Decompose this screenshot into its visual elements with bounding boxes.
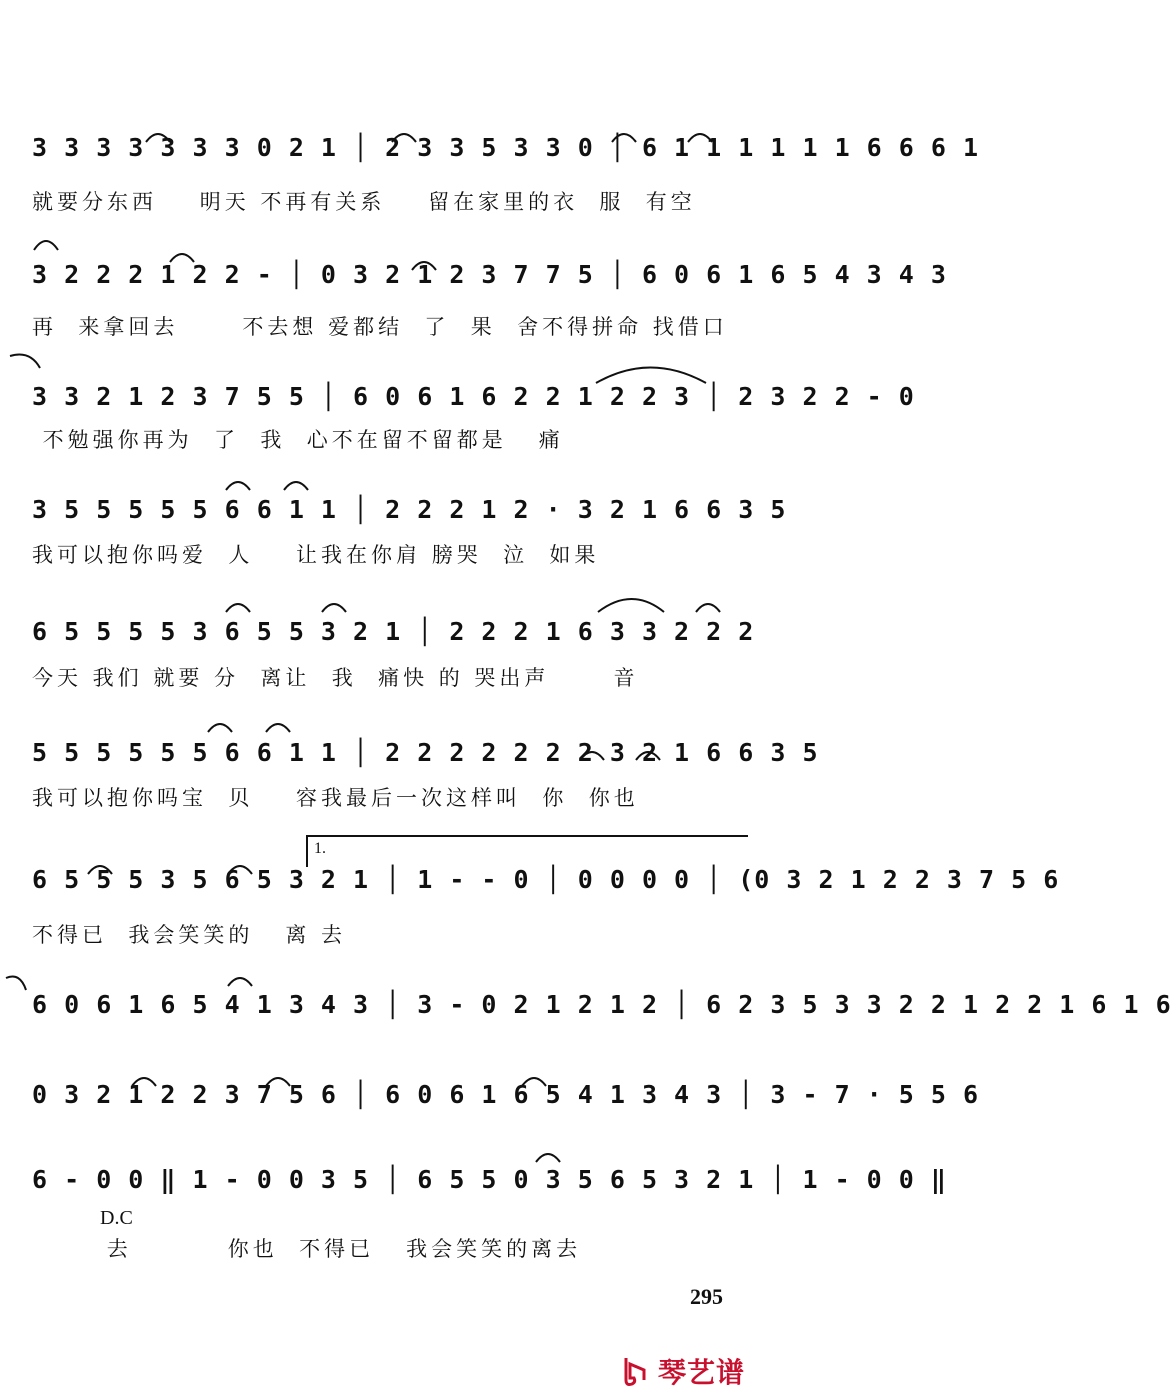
notation-line-3: 3 3 2 1 2 3 7 5 5 │ 6 0 6 1 6 2 2 1 2 2 3 │ 2 3 2 2 - 0 xyxy=(32,382,915,411)
slur xyxy=(6,977,26,991)
slur xyxy=(226,482,250,490)
slur xyxy=(522,1078,546,1086)
slur xyxy=(228,978,252,986)
dc-marking: D.C xyxy=(100,1207,133,1229)
watermark-logo xyxy=(620,1348,770,1394)
slur xyxy=(146,134,170,142)
slur xyxy=(10,355,40,369)
notation-line-10: 6 - 0 0 ‖ 1 - 0 0 3 5 │ 6 5 5 0 3 5 6 5 3 2 1 │ 1 - 0 0 ‖ xyxy=(32,1165,947,1194)
slur xyxy=(208,724,232,732)
slur xyxy=(322,604,346,612)
notation-line-2: 3 2 2 2 1 2 2 - │ 0 3 2 1 2 3 7 7 5 │ 6 0 6 1 6 5 4 3 4 3 xyxy=(32,260,947,289)
slur xyxy=(688,134,712,142)
slur xyxy=(598,599,664,612)
lyrics-line-2: 再 来拿回去 不去想 爱都结 了 果 舍不得拼命 找借口 xyxy=(32,315,728,339)
slur xyxy=(696,604,720,612)
slur xyxy=(266,1078,290,1086)
slur xyxy=(226,604,250,612)
slur xyxy=(580,752,604,760)
slur xyxy=(284,482,308,490)
slur xyxy=(228,866,252,874)
notation-line-9: 0 3 2 1 2 2 3 7 5 6 │ 6 0 6 1 6 5 4 1 3 4 3 │ 3 - 7 · 5 5 6 xyxy=(32,1080,980,1109)
slur xyxy=(392,134,416,142)
slur xyxy=(132,1078,156,1086)
lyrics-line-10: 去 你也 不得已 我会笑笑的离去 xyxy=(32,1237,582,1261)
lyrics-line-1: 就要分东西 明天 不再有关系 留在家里的衣 服 有空 xyxy=(32,190,696,214)
notation-line-5: 6 5 5 5 5 3 6 5 5 3 2 1 │ 2 2 2 1 6 3 3 2 2 2 xyxy=(32,617,755,646)
lyrics-line-6: 我可以抱你吗宝 贝 容我最后一次这样叫 你 你也 xyxy=(32,786,639,810)
first-ending-label: 1. xyxy=(314,840,326,857)
slur xyxy=(412,262,436,270)
music-note-icon xyxy=(620,1354,654,1388)
slur xyxy=(536,1154,560,1162)
slur xyxy=(596,368,706,384)
slur xyxy=(266,724,290,732)
notation-line-6: 5 5 5 5 5 5 6 6 1 1 │ 2 2 2 2 2 2 2 3 2 1 6 6 3 5 xyxy=(32,738,819,767)
lyrics-line-7: 不得已 我会笑笑的 离 去 xyxy=(32,923,347,947)
lyrics-line-4: 我可以抱你吗爱 人 让我在你肩 膀哭 泣 如果 xyxy=(32,543,600,567)
notation-line-1: 3 3 3 3 3 3 3 0 2 1 │ 2 3 3 5 3 3 0 │ 6 1 1 1 1 1 1 6 6 6 1 xyxy=(32,133,980,162)
watermark-text: 琴艺谱 xyxy=(658,1356,746,1389)
lyrics-line-5: 今天 我们 就要 分 离让 我 痛快 的 哭出声 音 xyxy=(32,666,639,690)
slur xyxy=(636,752,660,760)
notation-line-8: 6 0 6 1 6 5 4 1 3 4 3 │ 3 - 0 2 1 2 1 2 │ 6 2 3 5 3 3 2 2 1 2 2 1 6 1 6 xyxy=(32,990,1172,1019)
notation-line-7: 6 5 5 5 3 5 6 5 3 2 1 │ 1 - - 0 │ 0 0 0 0 │ (0 3 2 1 2 2 3 7 5 6 xyxy=(32,865,1060,894)
slur xyxy=(34,241,58,250)
slur xyxy=(612,134,636,142)
page-number: 295 xyxy=(690,1284,723,1309)
slur xyxy=(170,254,194,262)
slur xyxy=(88,866,112,874)
lyrics-line-3: 不勉强你再为 了 我 心不在留不留都是 痛 xyxy=(32,428,564,452)
notation-line-4: 3 5 5 5 5 5 6 6 1 1 │ 2 2 2 1 2 · 3 2 1 6 6 3 5 xyxy=(32,495,787,524)
